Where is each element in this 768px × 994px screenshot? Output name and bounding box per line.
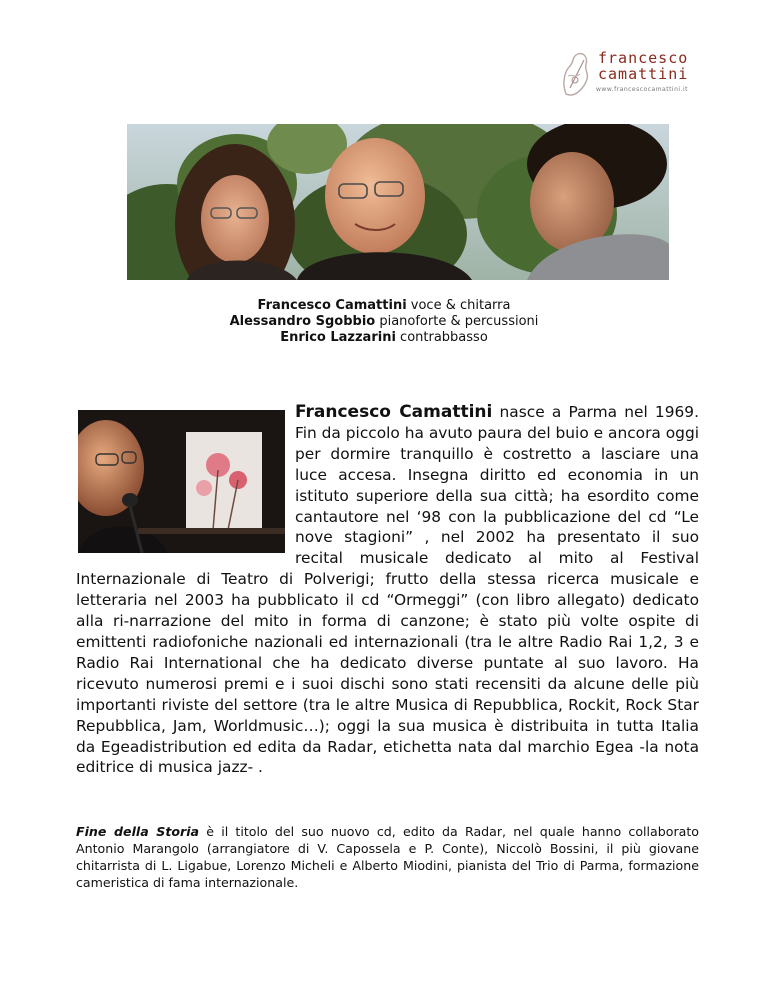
logo-line-2: camattini: [598, 65, 689, 83]
band-photo: [127, 124, 669, 280]
bio-name: Francesco Camattini: [295, 402, 493, 422]
logo-url: www.francescocamattini.it: [596, 86, 688, 93]
musician-name: Enrico Lazzarini: [280, 330, 396, 345]
logo: [560, 50, 710, 108]
musician-role: contrabbasso: [395, 330, 488, 345]
logo-line-1: francesco: [598, 49, 689, 67]
bio-paragraph: [76, 402, 699, 778]
photo-caption: [0, 298, 768, 346]
caption-line: [0, 314, 768, 330]
album-paragraph: [76, 823, 699, 891]
caption-line: [0, 330, 768, 346]
guitar-sketch-icon: [560, 50, 594, 102]
musician-role: pianoforte & percussioni: [375, 314, 539, 329]
bio-text: nasce a Parma nel 1969. Fin da piccolo ha avuto paura del buio e ancora oggi per dormire tranquillo è costretto a lasciare una luce accesa. Insegna diritto ed economia in un istituto superiore della sua città; ha esordito come cantautore nel ‘98 con la pubblicazione del cd “Le nove stagioni” , nel 2002 ha presentato il suo recital musicale dedicato al mito al Festival Internazionale di Teatro di Polverigi; frutto della stessa ricerca musicale e letteraria nel 2003 ha pubblicato il cd “Ormeggi” (con libro allegato) dedicato alla ri-narrazione del mito in forma di canzone; è stato più volte ospite di emittenti radiofoniche nazionali ed internazionali (tra le altre Radio Rai 1,2, 3 e Radio Rai International che ha dedicato diverse puntate al suo lavoro. Ha ricevuto numerosi premi e i suoi dischi sono stati recensiti da alcune delle più importanti riviste del settore (tra le altre Musica di Repubblica, Rockit, Rock Star Repubblica, Jam, Worldmusic…); oggi la sua musica è distribuita in tutta Italia da Egeadistribution ed edita da Radar, etichetta nata dal marchio Egea -la nota editrice di musica jazz- .: [76, 403, 699, 777]
musician-name: Alessandro Sgobbio: [229, 314, 376, 329]
album-text: è il titolo del suo nuovo cd, edito da Radar, nel quale hanno collaborato Antonio Marangolo (arrangiatore di V. Capossela e P. Conte), Niccolò Bossini, il più giovane chitarrista di L. Ligabue, Lorenzo Micheli e Alberto Miodini, pianista del Trio di Parma, formazione cameristica di fama internazionale.: [76, 824, 700, 890]
caption-line: [0, 298, 768, 314]
musician-name: Francesco Camattini: [257, 298, 407, 313]
musician-role: voce & chitarra: [406, 298, 511, 313]
album-title: Fine della Storia: [76, 824, 200, 839]
